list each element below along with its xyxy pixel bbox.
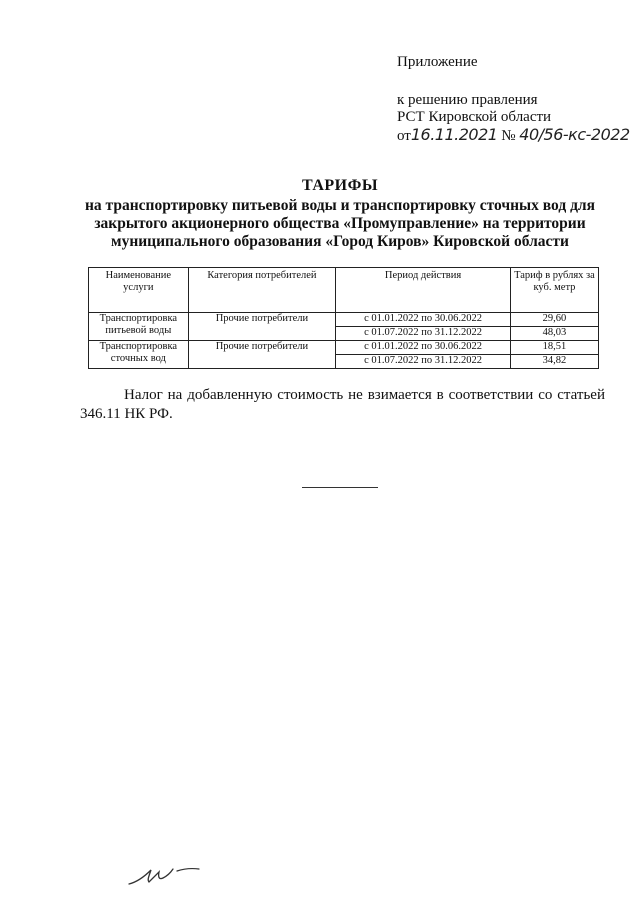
appendix-authority-line: РСТ Кировской области bbox=[397, 109, 552, 125]
tariff-cell: 34,82 bbox=[510, 355, 598, 369]
document-title bbox=[80, 177, 600, 251]
vat-note: Налог на добавленную стоимость не взимается в соответствии со статьей 346.11 НК РФ. bbox=[80, 387, 605, 422]
category-cell: Прочие потребители bbox=[188, 313, 336, 341]
appendix-date-number-line bbox=[397, 126, 630, 145]
handwritten-date: 16.11.2021 bbox=[410, 125, 498, 144]
handwritten-number: 40/56-кс-2022 bbox=[519, 125, 630, 144]
header-period: Период действия bbox=[336, 268, 511, 313]
title-line-2: закрытого акционерного общества «Промуправление» на территории bbox=[94, 215, 586, 232]
tariff-table bbox=[88, 267, 599, 369]
period-cell: с 01.01.2022 по 30.06.2022 bbox=[336, 313, 511, 327]
table-row bbox=[89, 313, 599, 327]
header-service: Наименование услуги bbox=[89, 268, 189, 313]
number-label: № bbox=[501, 128, 516, 144]
title-line-1: на транспортировку питьевой воды и транспортировку сточных вод для bbox=[85, 197, 595, 214]
title-line-3: муниципального образования «Город Киров» Кировской области bbox=[111, 233, 569, 250]
initials-signature bbox=[125, 860, 205, 890]
tariff-cell: 18,51 bbox=[510, 341, 598, 355]
header-category: Категория потребителей bbox=[188, 268, 336, 313]
from-label: от bbox=[397, 128, 411, 144]
period-cell: с 01.07.2022 по 31.12.2022 bbox=[336, 327, 511, 341]
table-row bbox=[89, 341, 599, 355]
appendix-block bbox=[397, 54, 630, 145]
tariff-cell: 48,03 bbox=[510, 327, 598, 341]
header-tariff: Тариф в рублях за куб. метр bbox=[510, 268, 598, 313]
service-cell: Транспортировка питьевой воды bbox=[89, 313, 189, 341]
appendix-decision-line: к решению правления bbox=[397, 92, 538, 108]
period-cell: с 01.01.2022 по 30.06.2022 bbox=[336, 341, 511, 355]
closing-divider bbox=[302, 487, 378, 488]
tariff-cell: 29,60 bbox=[510, 313, 598, 327]
service-cell: Транспортировка сточных вод bbox=[89, 341, 189, 369]
period-cell: с 01.07.2022 по 31.12.2022 bbox=[336, 355, 511, 369]
table-header-row bbox=[89, 268, 599, 313]
title-heading: ТАРИФЫ bbox=[301, 177, 379, 194]
category-cell: Прочие потребители bbox=[188, 341, 336, 369]
appendix-label: Приложение bbox=[397, 54, 478, 70]
